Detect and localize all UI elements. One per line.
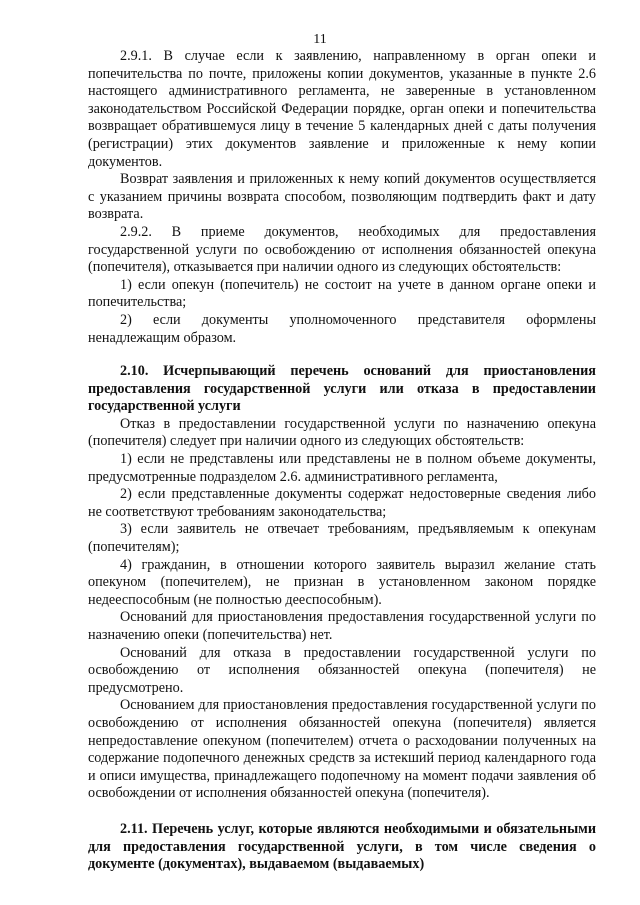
document-body bbox=[88, 48, 596, 874]
refusal-item-3: 3) если заявитель не отвечает требованиям, предъявляемым к опекунам (попечителям); bbox=[88, 521, 596, 556]
paragraph-return: Возврат заявления и приложенных к нему копий документов осуществляется с указанием причины возврата способом, позволяющим подтвердить факт и дату возврата. bbox=[88, 171, 596, 223]
paragraph-suspension-basis: Основанием для приостановления предоставления государственной услуги по освобождению от исполнения обязанностей опекуна (попечителя) является непредоставление опекуном (попечителем) отчета о расходовании полученных на содержание подопечного денежных средств за истекший период календарного года и описи имущества, принадлежащего подопечному на момент подачи заявления об освобождении от исполнения обязанностей опекуна (попечителя). bbox=[88, 697, 596, 802]
heading-2-10: 2.10. Исчерпывающий перечень оснований для приостановления предоставления государственной услуги или отказа в предоставлении государственной услуги bbox=[88, 363, 596, 415]
paragraph-2-9-1: 2.9.1. В случае если к заявлению, направленному в орган опеки и попечительства по почте, приложены копии документов, указанные в пункте 2.6 настоящего административного регламента, не заверенные в установленном законодательством Российской Федерации порядке, орган опеки и попечительства возвращает обратившемуся лицу в течение 5 календарных дней с даты получения (регистрации) этих документов заявление и приложенные к нему копии документов. bbox=[88, 48, 596, 170]
refusal-item-4: 4) гражданин, в отношении которого заявитель выразил желание стать опекуном (попечителем), не признан в установленном законом порядке недееспособным (не полностью дееспособным). bbox=[88, 556, 596, 608]
refusal-item-2: 2) если представленные документы содержат недостоверные сведения либо не соответствуют требованиям законодательства; bbox=[88, 486, 596, 520]
heading-2-11: 2.11. Перечень услуг, которые являются необходимыми и обязательными для предоставления государственной услуги, в том числе сведения о документе (документах), выдаваемом (выдаваемых) bbox=[88, 820, 596, 873]
refusal-item-1: 1) если не представлены или представлены не в полном объеме документы, предусмотренные подразделом 2.6. административного регламента, bbox=[88, 451, 596, 485]
paragraph-refusal: Отказ в предоставлении государственной услуги по назначению опекуна (попечителя) следует при наличии одного из следующих обстоятельств: bbox=[88, 415, 596, 450]
paragraph-2-9-2: 2.9.2. В приеме документов, необходимых для предоставления государственной услуги по освобождению от исполнения обязанностей опекуна (попечителя), отказывается при наличии одного из следующих обстоятельств: bbox=[88, 223, 596, 276]
paragraph-no-suspension: Оснований для приостановления предоставления государственной услуги по назначению опеки (попечительства) нет. bbox=[88, 609, 596, 643]
page-number: 11 bbox=[313, 32, 327, 47]
list-item-2: 2) если документы уполномоченного представителя оформлены ненадлежащим образом. bbox=[88, 311, 596, 346]
paragraph-no-refusal: Оснований для отказа в предоставлении государственной услуги по освобождению от исполнения обязанностей опекуна (попечителя) не предусмотрено. bbox=[88, 644, 596, 696]
list-item-1: 1) если опекун (попечитель) не состоит на учете в данном органе опеки и попечительства; bbox=[88, 276, 596, 311]
